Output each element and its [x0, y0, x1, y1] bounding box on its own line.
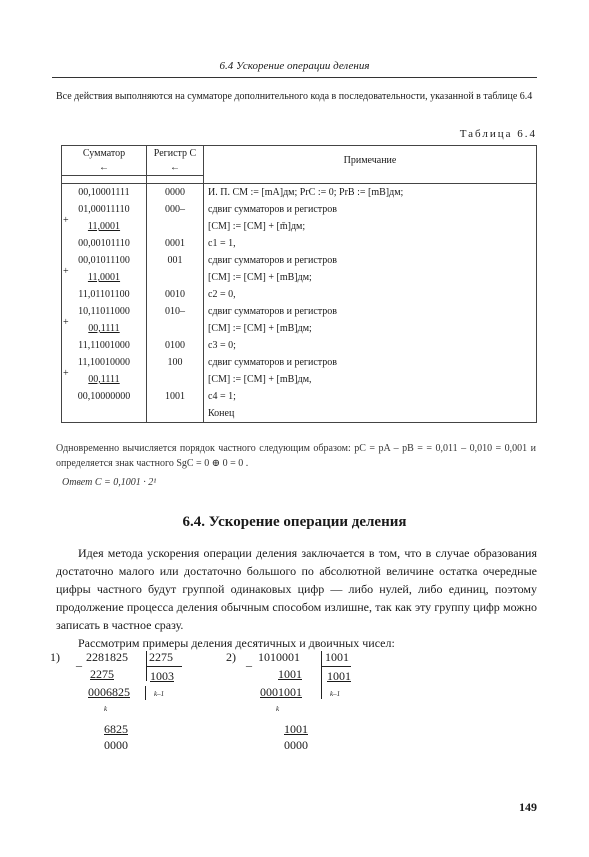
register-cell — [147, 371, 204, 388]
summator-value: 00,1111 — [88, 374, 120, 385]
summator-value: 00,01011100 — [78, 255, 130, 266]
note-cell: [CM] := [CM] + [m̄]дм; — [204, 218, 537, 235]
note-cell: сдвиг сумматоров и регистров — [204, 303, 537, 320]
register-cell: 0000 — [147, 184, 204, 202]
note-cell: И. П. СМ := [mA]дм; PrC := 0; PrB := [mB]дм; — [204, 184, 537, 202]
plus-sign: + — [63, 266, 69, 277]
summator-value: 11,01101100 — [78, 289, 130, 300]
remainder: 0001001 — [260, 685, 302, 699]
table-row — [62, 235, 537, 252]
note-cell: [CM] := [CM] + [mB]дм; — [204, 320, 537, 337]
header-register: Регистр С — [147, 146, 204, 162]
summator-cell — [62, 252, 147, 269]
summator-value: 11,11001000 — [78, 340, 130, 351]
register-cell: 100 — [147, 354, 204, 371]
summator-cell — [62, 201, 147, 218]
intro-paragraph: Все действия выполняются на сумматоре дополнительного кода в последовательности, указанной в таблице 6.4 — [56, 91, 533, 102]
table-row — [62, 201, 537, 218]
order-computation-text: Одновременно вычисляется порядок частного следующим образом: pC = pA – pB = = 0,011 – 0,010 = 0,001 и определяется знак частного SgC = 0 ⊕ 0 = 0 . — [56, 443, 536, 469]
table-row — [62, 286, 537, 303]
summator-cell — [62, 303, 147, 320]
dividend: 1010001 — [258, 650, 300, 664]
table-caption: Таблица 6.4 — [459, 128, 537, 140]
header-rule — [52, 77, 537, 78]
header-summator: Сумматор — [62, 146, 147, 162]
summator-value: 00,10001111 — [78, 187, 130, 198]
subtrahend: 1001 — [278, 667, 302, 681]
paragraph-idea: Идея метода ускорения операции деления заключается в том, что в случае образования достаточно малого или достаточно большого по абсолютной величине остатка очередные цифры частного будут группой одинаковых цифр — либо нулей, либо единиц, поэтому продолжение процесса деления обычным способом излишне, так как эту группу цифр можно записать в частное сразу. — [56, 546, 537, 632]
arrow-left-icon: ← — [62, 161, 147, 176]
divisor: 1001 — [325, 650, 349, 664]
body-text — [56, 544, 537, 652]
summator-cell — [62, 235, 147, 252]
register-cell — [147, 405, 204, 423]
minus-sign: _ — [246, 654, 252, 668]
plus-sign: + — [63, 368, 69, 379]
table-row — [62, 303, 537, 320]
register-cell: 0010 — [147, 286, 204, 303]
note-cell: сдвиг сумматоров и регистров — [204, 354, 537, 371]
summator-cell — [62, 368, 147, 388]
plus-sign: + — [63, 317, 69, 328]
table-row — [62, 320, 537, 337]
result: 0000 — [284, 738, 308, 752]
table-row — [62, 184, 537, 202]
note-cell: [CM] := [CM] + [mB]дм, — [204, 371, 537, 388]
note-cell: c3 = 0; — [204, 337, 537, 354]
summator-cell — [62, 266, 147, 286]
plus-sign: + — [63, 215, 69, 226]
summator-cell — [62, 405, 147, 423]
table-row — [62, 252, 537, 269]
division-bar — [145, 686, 146, 700]
register-cell: 001 — [147, 252, 204, 269]
table-body — [62, 184, 537, 423]
note-cell: c2 = 0, — [204, 286, 537, 303]
divisor: 2275 — [149, 650, 173, 664]
arrow-left-icon: ← — [147, 161, 204, 176]
table-row — [62, 337, 537, 354]
subtrahend: 2275 — [90, 667, 114, 681]
summator-value: 11,0001 — [87, 272, 121, 283]
division-table — [61, 145, 537, 423]
summator-value: 10,11011000 — [78, 306, 130, 317]
paragraph-examples-intro: Рассмотрим примеры деления десятичных и двоичных чисел: — [78, 636, 395, 650]
minus-sign: _ — [76, 654, 82, 668]
division-bar — [321, 651, 322, 699]
register-cell — [147, 320, 204, 337]
note-cell: сдвиг сумматоров и регистров — [204, 252, 537, 269]
divisor-rule — [321, 666, 351, 667]
note-cell: Конец — [204, 405, 537, 423]
brace-label-k: k — [276, 705, 280, 713]
summator-value: 11,10010000 — [77, 357, 131, 368]
quotient: 1003 — [150, 669, 174, 683]
register-cell: 0001 — [147, 235, 204, 252]
table-row — [62, 388, 537, 405]
summator-value: 00,00101110 — [78, 238, 130, 249]
note-cell: c1 = 1, — [204, 235, 537, 252]
summator-value: 11,0001 — [87, 221, 121, 232]
table-row — [62, 354, 537, 371]
example-decimal-division — [50, 650, 250, 760]
page-number: 149 — [519, 800, 537, 814]
dividend: 2281825 — [86, 650, 128, 664]
example-binary-division — [226, 650, 426, 760]
brace-label-k-minus-1: k–1 — [154, 690, 165, 698]
brace-label-k: k — [104, 705, 108, 713]
summator-cell — [62, 337, 147, 354]
result: 0000 — [104, 738, 128, 752]
subtrahend-2: 6825 — [104, 722, 128, 736]
quotient: 1001 — [327, 669, 351, 683]
example-label: 2) — [226, 650, 236, 664]
summator-cell — [62, 317, 147, 337]
subtrahend-2: 1001 — [284, 722, 308, 736]
table-row — [62, 269, 537, 286]
register-cell: 000– — [147, 201, 204, 218]
table-row — [62, 371, 537, 388]
section-title: 6.4. Ускорение операции деления — [182, 514, 407, 530]
note-cell: сдвиг сумматоров и регистров — [204, 201, 537, 218]
summator-cell — [62, 215, 147, 235]
remainder: 0006825 — [88, 685, 130, 699]
summator-cell — [62, 354, 147, 371]
table-row — [62, 218, 537, 235]
table-row — [62, 405, 537, 423]
summator-value: 01,00011110 — [78, 204, 130, 215]
note-cell: c4 = 1; — [204, 388, 537, 405]
header-note: Примечание — [204, 146, 537, 176]
register-cell: 0100 — [147, 337, 204, 354]
summator-cell — [62, 184, 147, 202]
register-cell: 1001 — [147, 388, 204, 405]
register-cell — [147, 218, 204, 235]
note-cell: [CM] := [CM] + [mB]дм; — [204, 269, 537, 286]
answer-text: Ответ C = 0,1001 · 2¹ — [62, 477, 157, 488]
running-header: 6.4 Ускорение операции деления — [219, 60, 370, 72]
summator-cell — [62, 286, 147, 303]
brace-label-k-minus-1: k–1 — [330, 690, 341, 698]
register-cell — [147, 269, 204, 286]
example-label: 1) — [50, 650, 60, 664]
summator-cell — [62, 388, 147, 405]
register-cell: 010– — [147, 303, 204, 320]
divisor-rule — [146, 666, 182, 667]
summator-value: 00,1111 — [88, 323, 120, 334]
summator-value: 00,10000000 — [77, 391, 131, 402]
